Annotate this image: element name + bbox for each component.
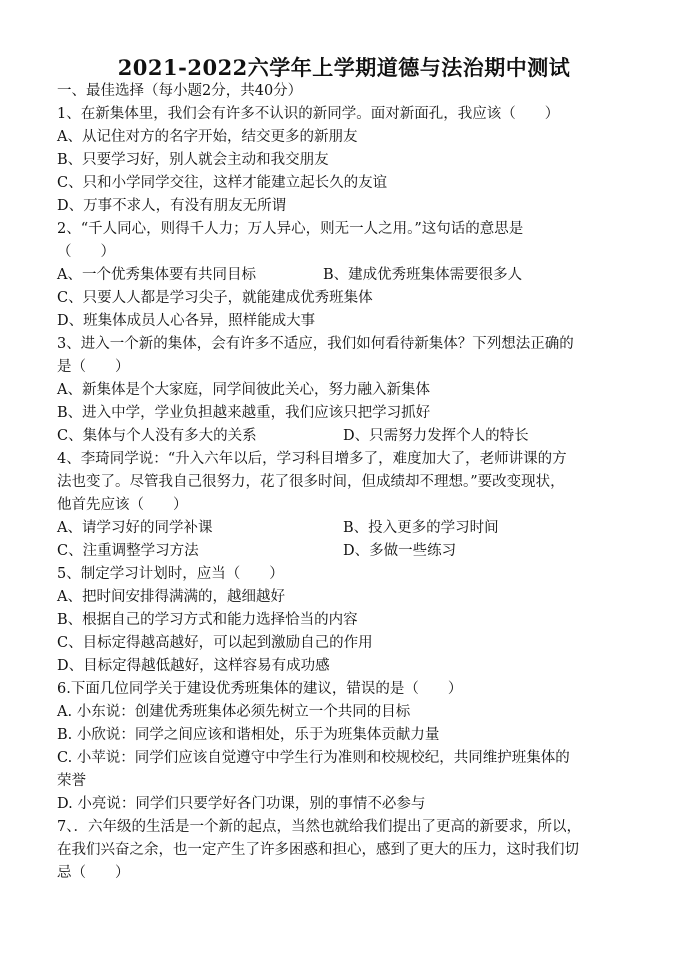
question-6-option-a: A. 小东说：创建优秀班集体必须先树立一个共同的目标 (57, 704, 411, 720)
question-3-option-a: A、新集体是个大家庭，同学间彼此关心，努力融入新集体 (57, 382, 430, 398)
question-5-option-b: B、根据自己的学习方式和能力选择恰当的内容 (57, 612, 358, 628)
question-4-stem-cont-2: 他首先应该（ ） (57, 497, 188, 513)
question-1-option-d: D、万事不求人，有没有朋友无所谓 (57, 198, 287, 214)
question-5-stem: 5、制定学习计划时，应当（ ） (57, 566, 284, 582)
question-2-option-b: B、建成优秀班集体需要很多人 (323, 267, 523, 283)
section-heading: 一、最佳选择（每小题2分，共40分） (57, 83, 303, 99)
question-1-option-a: A、从记住对方的名字开始，结交更多的新朋友 (57, 129, 358, 145)
question-3-stem: 3、进入一个新的集体，会有许多不适应，我们如何看待新集体？下列想法正确的 (57, 336, 574, 352)
question-2-stem: 2、“千人同心，则得千人力；万人异心，则无一人之用。”这句话的意思是 (57, 221, 524, 237)
question-2-option-c: C、只要人人都是学习尖子，就能建成优秀班集体 (57, 290, 373, 306)
page-title: 2021-2022六学年上学期道德与法治期中测试 (117, 55, 571, 80)
question-3-option-d: D、只需努力发挥个人的特长 (343, 428, 529, 444)
question-6-option-d: D. 小亮说：同学们只要学好各门功课，别的事情不必参与 (57, 796, 426, 812)
question-4-stem-cont-1: 法也变了。尽管我自己很努力，花了很多时间，但成绩却不理想。”要改变现状， (57, 474, 565, 490)
question-1-option-b: B、只要学习好，别人就会主动和我交朋友 (57, 152, 329, 168)
question-3-option-c: C、集体与个人没有多大的关系 (57, 428, 257, 444)
question-7-stem-cont-2: 忌（ ） (57, 865, 130, 881)
question-6-stem: 6.下面几位同学关于建设优秀班集体的建议，错误的是（ ） (57, 681, 463, 697)
question-4-option-a: A、请学习好的同学补课 (57, 520, 213, 536)
question-6-option-c: C. 小苹说：同学们应该自觉遵守中学生行为准则和校规校纪，共同维护班集体的 (57, 750, 570, 766)
question-7-stem-cont-1: 在我们兴奋之余，也一定产生了许多困惑和担心，感到了更大的压力，这时我们切 (57, 842, 579, 858)
question-6-option-b: B. 小欣说：同学之间应该和谐相处，乐于为班集体贡献力量 (57, 727, 440, 743)
question-4-stem: 4、李琦同学说：“升入六年以后，学习科目增多了，难度加大了，老师讲课的方 (57, 451, 567, 467)
question-1-option-c: C、只和小学同学交往，这样才能建立起长久的友谊 (57, 175, 388, 191)
question-4-option-c: C、注重调整学习方法 (57, 543, 199, 559)
question-2-option-d: D、班集体成员人心各异，照样能成大事 (57, 313, 316, 329)
question-3-option-b: B、进入中学，学业负担越来越重，我们应该只把学习抓好 (57, 405, 431, 421)
question-5-option-d: D、目标定得越低越好，这样容易有成功感 (57, 658, 330, 674)
question-4-option-d: D、多做一些练习 (343, 543, 457, 559)
question-1-stem: 1、在新集体里，我们会有许多不认识的新同学。面对新面孔，我应该（ ） (57, 106, 560, 122)
question-7-stem: 7、．六年级的生活是一个新的起点，当然也就给我们提出了更高的新要求，所以， (57, 819, 581, 835)
question-5-option-c: C、目标定得越高越好，可以起到激励自己的作用 (57, 635, 373, 651)
question-6-option-c-cont: 荣誉 (57, 773, 86, 789)
question-2-stem-cont: （ ） (57, 244, 115, 260)
question-5-option-a: A、把时间安排得满满的，越细越好 (57, 589, 285, 605)
question-4-option-b: B、投入更多的学习时间 (343, 520, 499, 536)
question-2-option-a: A、一个优秀集体要有共同目标 (57, 267, 256, 283)
question-3-stem-cont: 是（ ） (57, 359, 130, 375)
